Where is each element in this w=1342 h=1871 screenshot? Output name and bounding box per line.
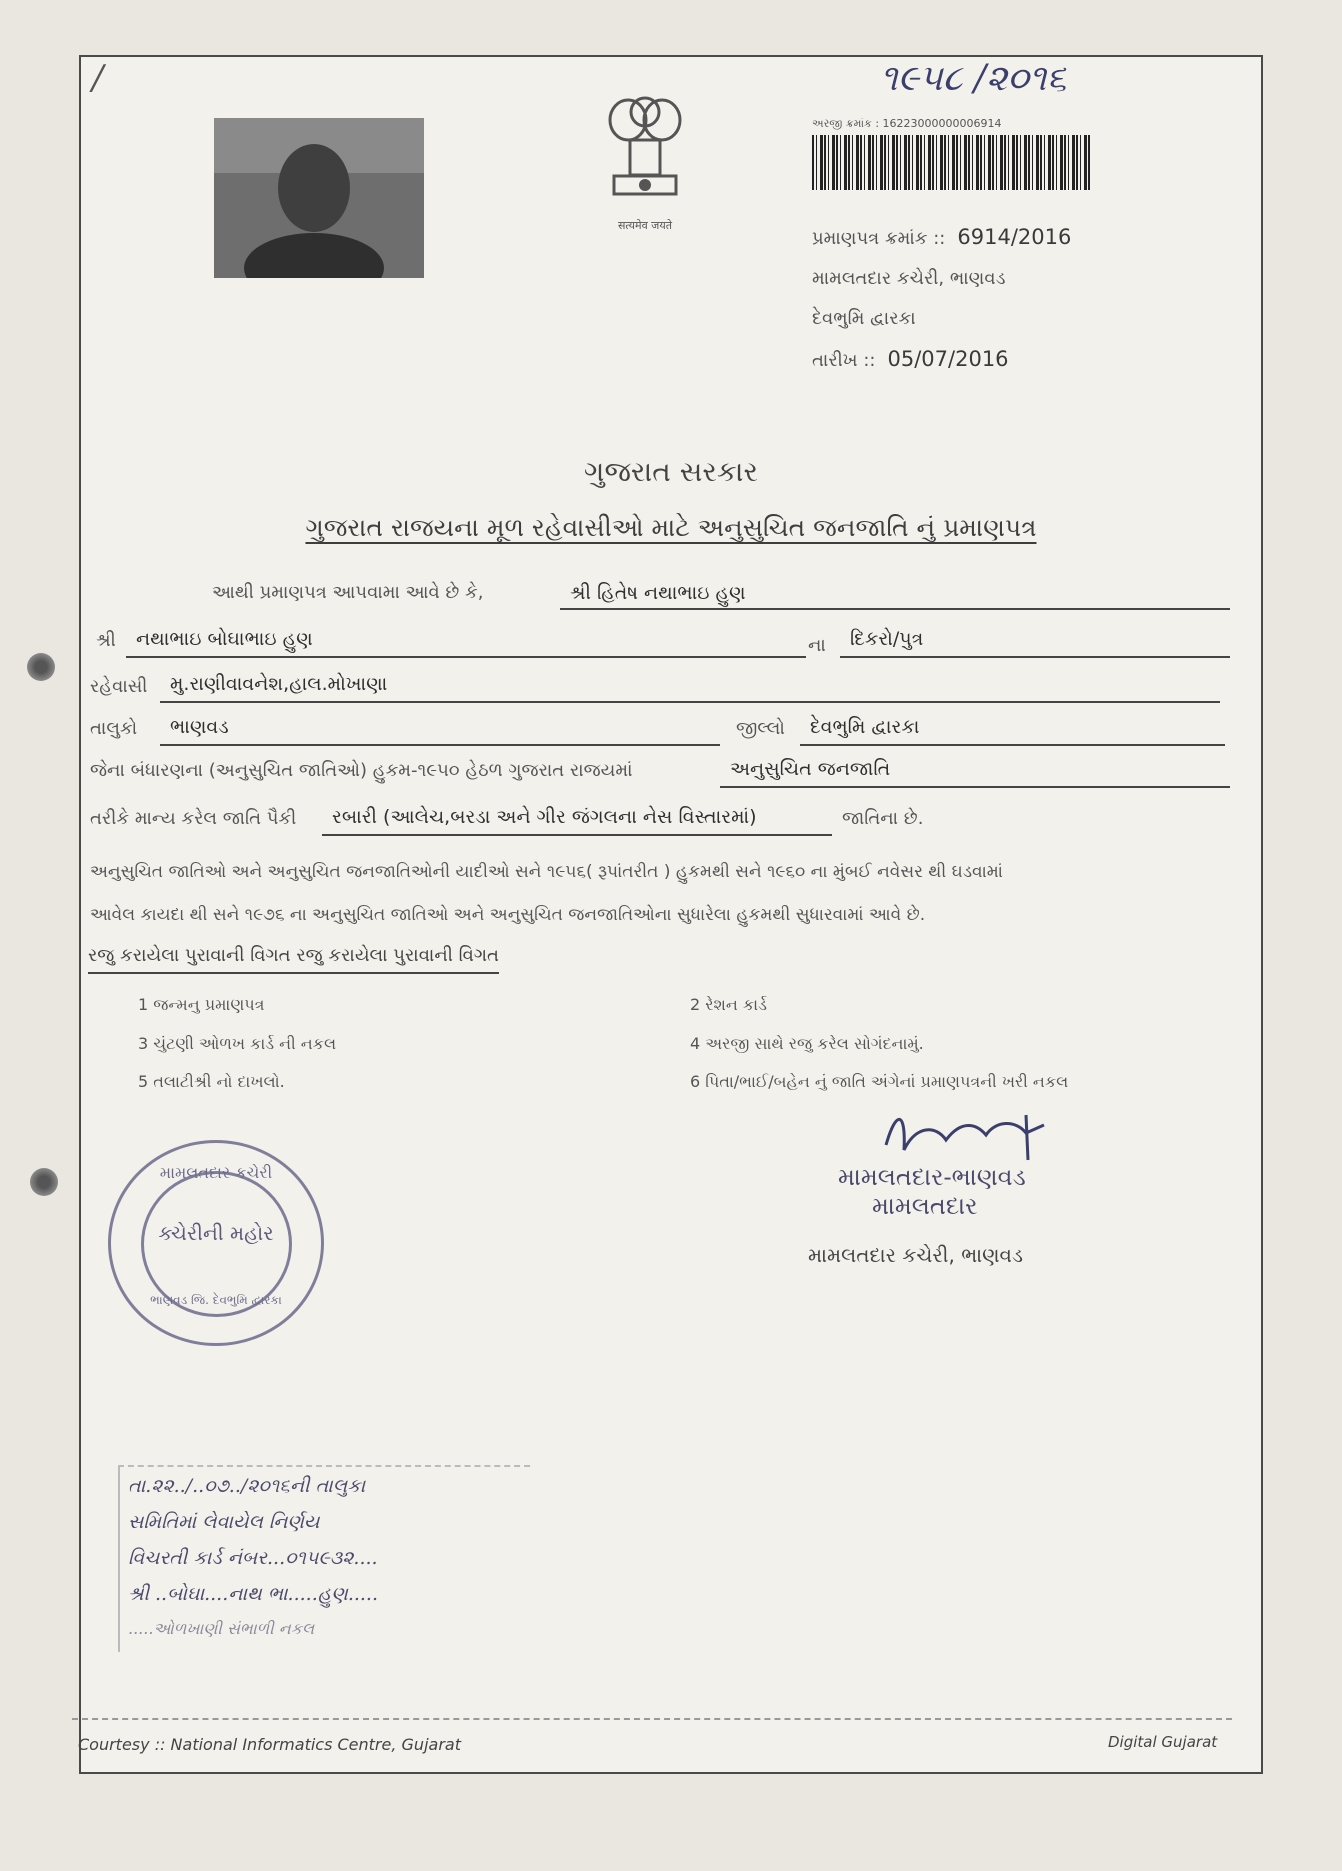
footer-courtesy: Courtesy :: National Informatics Centre, Gujarat [78, 1735, 461, 1754]
national-emblem-icon [600, 90, 690, 210]
seal-bottom-text: ભાણવડ જિ. દેવભુમિ દ્વારકા [150, 1293, 282, 1307]
issue-date-row [812, 347, 1009, 371]
paragraph-line-2: આવેલ કાયદા થી સને ૧૯૭૬ ના અનુસુચિત જાતિઓ અને અનુસુચિત જનજાતિઓના સુધારેલા હુકમથી સુધારવામાં આવે છે. [90, 905, 926, 925]
stamp-line: તા.૨૨../..૦૭../૨૦૧૬ની તાલુકા [128, 1475, 366, 1497]
application-number: અરજી ક્રમાંક : 16223000000006914 [812, 117, 1002, 130]
footer-digital-gujarat: Digital Gujarat [1108, 1733, 1218, 1751]
document-title: ગુજરાત સરકાર [584, 455, 758, 488]
issue-date-value: 05/07/2016 [887, 347, 1009, 371]
cert-number-row [812, 225, 1071, 249]
intro-label: આથી પ્રમાણપત્ર આપવામા આવે છે કે, [212, 582, 484, 603]
taluka-value: ભાણવડ [160, 716, 720, 746]
cert-number-label: પ્રમાણપત્ર ક્રમાંક :: [812, 228, 946, 249]
corner-scribble: / [92, 58, 104, 98]
caste-value: રબારી (આલેચ,બરડા અને ગીર જંગલના નેસ વિસ્તારમાં) [322, 806, 832, 836]
stamp-line: વિચરતી કાર્ડ નંબર...૦૧૫૯૩૨.... [128, 1547, 378, 1569]
punch-hole-upper [27, 653, 55, 681]
evidence-item: 2 રેશન કાર્ડ [690, 995, 767, 1014]
emblem-motto: सत्यमेव जयते [617, 219, 672, 232]
document-subtitle: ગુજરાત રાજયના મૂળ રહેવાસીઓ માટે અનુસુચિત જનજાતિ નું પ્રમાણપત્ર [305, 513, 1037, 542]
seal-center-text: ક્ચેરીની મહોર [158, 1221, 274, 1245]
evidence-item: 1 જન્મનુ પ્રમાણપત્ર [138, 995, 265, 1014]
stamp-line: .....ઓળખાણી સંભાળી નકલ [128, 1619, 315, 1638]
cert-number-value: 6914/2016 [957, 225, 1072, 249]
footer-divider [72, 1718, 1232, 1720]
caste-suffix: જાતિના છે. [842, 808, 924, 829]
issuing-district: દેવભુમિ દ્વારકા [812, 308, 916, 329]
caste-label: તરીકે માન્ય કરેલ જાતિ પૈકી [90, 808, 297, 829]
taluka-label: તાલુકો [90, 718, 138, 739]
evidence-heading: રજુ કરાયેલા પુરાવાની વિગત રજુ કરાયેલા પુરાવાની વિગત [88, 945, 499, 974]
signature-icon [876, 1105, 1056, 1165]
father-prefix: શ્રી [96, 630, 116, 651]
evidence-item: 6 પિતા/ભાઈ/બહેન નું જાતિ અંગેનાં પ્રમાણપત્રની ખરી નકલ [690, 1072, 1069, 1091]
paragraph-line-1: અનુસુચિત જાતિઓ અને અનુસુચિત જનજાતિઓની યાદીઓ સને ૧૯૫૬( રૂપાંતરીત ) હુકમથી સને ૧૯૬૦ ના મુંબઈ નવેસર થી ઘડવામાં [90, 862, 1003, 882]
district-value: દેવભુમિ દ્વારકા [800, 716, 1225, 746]
category-value: અનુસુચિત જનજાતિ [720, 758, 1230, 788]
father-name: નથાભાઇ બોઘાભાઇ હુણ [126, 628, 806, 658]
office-seal [108, 1140, 324, 1346]
issuing-office: મામલતદાર કચેરી, ભાણવડ [812, 268, 1006, 289]
signature-office: મામલતદાર કચેરી, ભાણવડ [808, 1243, 1023, 1267]
applicant-photo [214, 118, 424, 278]
relation-prefix: ના [808, 635, 826, 656]
resident-value: મુ.રાણીવાવનેશ,હાલ.મોખાણા [160, 673, 1220, 703]
evidence-item: 5 તલાટીશ્રી નો દાખલો. [138, 1072, 285, 1091]
seal-top-text: મામલતદાર કચેરી [159, 1163, 273, 1182]
issue-date-label: તારીખ :: [812, 350, 876, 371]
signature-stamp-line-2: મામલતદાર [872, 1192, 978, 1220]
evidence-item: 3 ચુંટણી ઓળખ કાર્ડ ની નકલ [138, 1034, 337, 1053]
stamp-line: સમિતિમાં લેવાયેલ નિર્ણય [128, 1511, 320, 1533]
district-label: જીલ્લો [736, 718, 785, 739]
holder-name: શ્રી હિતેષ નથાભાઇ હુણ [560, 582, 1230, 610]
verification-stamp [118, 1465, 530, 1652]
order-label: જેના બંધારણના (અનુસુચિત જાતિઓ) હુકમ-૧૯૫૦ હેઠળ ગુજરાત રાજયમાં [90, 760, 633, 781]
punch-hole-lower [30, 1168, 58, 1196]
stamp-line: શ્રી ..બોઘા....નાથ ભા.....હુણ..... [128, 1583, 379, 1605]
signature-stamp-line-1: મામલતદાર-ભાણવડ [838, 1163, 1026, 1191]
barcode [812, 135, 1092, 190]
handwritten-register-number: ૧૯૫૮ /૨૦૧૬ [880, 58, 1067, 99]
relation-value: દિકરો/પુત્ર [840, 628, 1230, 658]
evidence-item: 4 અરજી સાથે રજુ કરેલ સોગંદનામું. [690, 1034, 924, 1053]
resident-label: રહેવાસી [90, 676, 148, 697]
person-silhouette-icon [214, 118, 424, 278]
